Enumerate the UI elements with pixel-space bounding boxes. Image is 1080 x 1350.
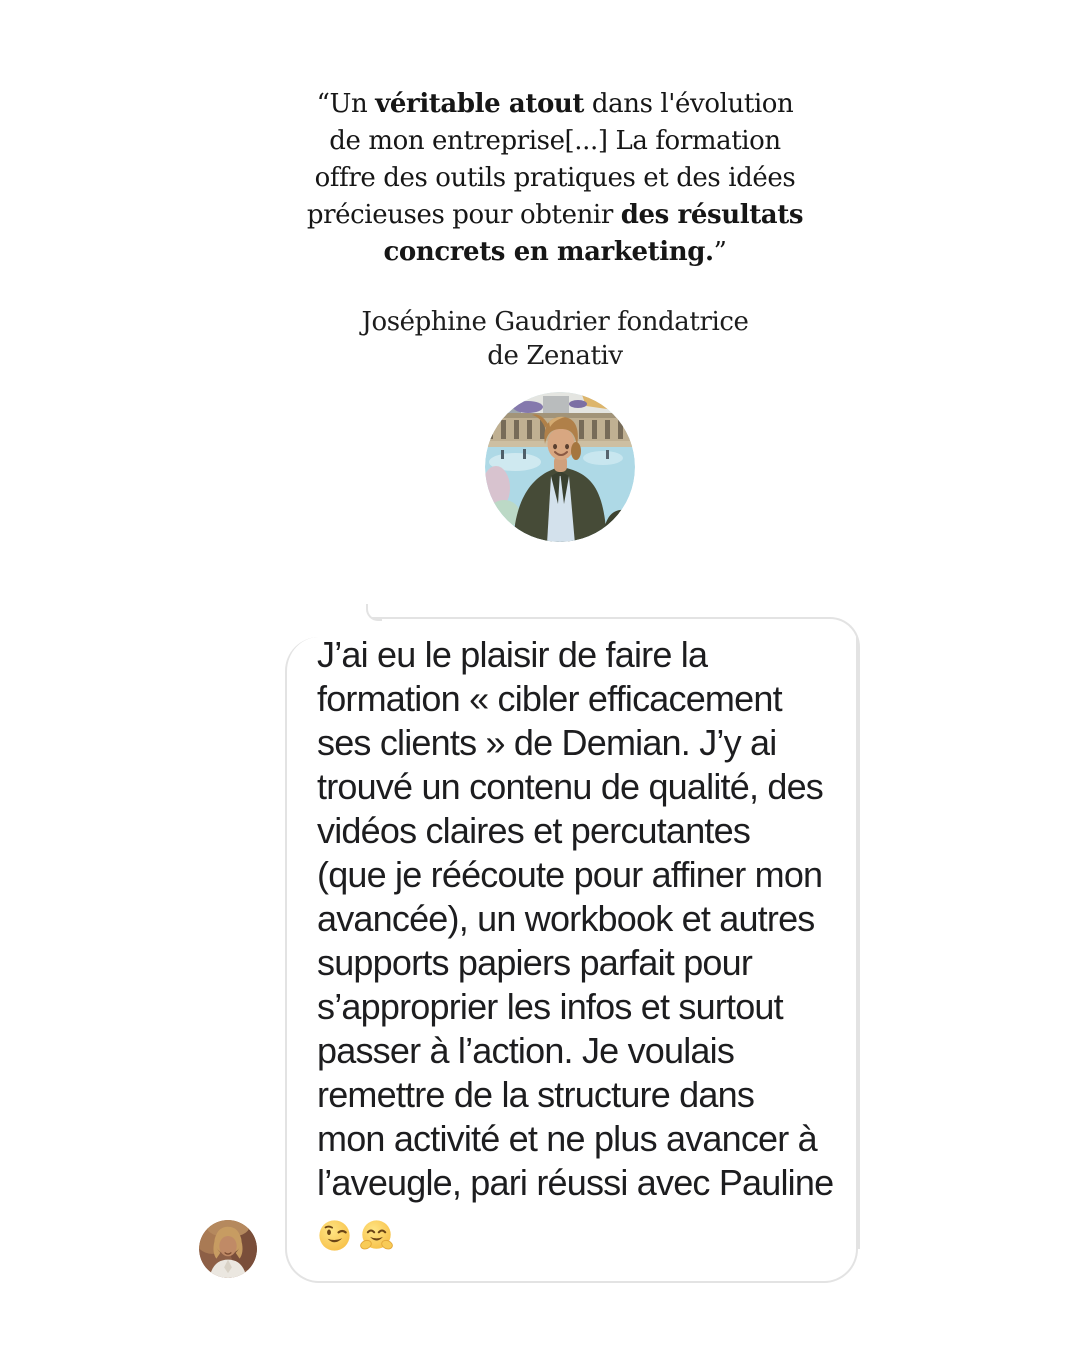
attribution-line: Joséphine Gaudrier fondatrice <box>361 307 749 337</box>
hug-emoji <box>360 1219 393 1252</box>
message-line: J’ai eu le plaisir de faire la <box>317 634 708 675</box>
quote-line: précieuses pour obtenir des résultats <box>306 200 804 230</box>
portrait-photo-illustration <box>485 392 635 542</box>
quote-line: de mon entreprise[...] La formation <box>329 126 781 156</box>
message-line: l’aveugle, pari réussi avec Pauline <box>317 1162 834 1203</box>
quote-line: “Un véritable atout dans l'évolution <box>316 89 794 119</box>
avatar-portrait-small <box>199 1220 257 1278</box>
quote-text <box>165 86 945 271</box>
message-line: mon activité et ne plus avancer à <box>317 1118 817 1159</box>
attribution-line: de Zenativ <box>487 341 623 371</box>
message-line: remettre de la structure dans <box>317 1074 755 1115</box>
avatar-portrait-large <box>485 392 635 542</box>
quote-line: offre des outils pratiques et des idées <box>314 163 796 193</box>
message-line: trouvé un contenu de qualité, des <box>317 766 823 807</box>
wink-emoji <box>318 1219 351 1252</box>
emoji-row <box>318 1218 393 1252</box>
message-line: formation « cibler efficacement <box>317 678 782 719</box>
message-line: s’approprier les infos et surtout <box>317 986 783 1027</box>
message-line: ses clients » de Demian. J’y ai <box>317 722 777 763</box>
small-avatar-illustration <box>199 1220 257 1278</box>
attribution-text <box>165 305 945 373</box>
message-line: supports papiers parfait pour <box>317 942 753 983</box>
quote-line: concrets en marketing.” <box>383 237 727 267</box>
chat-message-text <box>317 633 847 1205</box>
message-line: passer à l’action. Je voulais <box>317 1030 735 1071</box>
message-line: vidéos claires et percutantes <box>317 810 751 851</box>
message-line: avancée), un workbook et autres <box>317 898 815 939</box>
message-line: (que je réécoute pour affiner mon <box>317 854 823 895</box>
